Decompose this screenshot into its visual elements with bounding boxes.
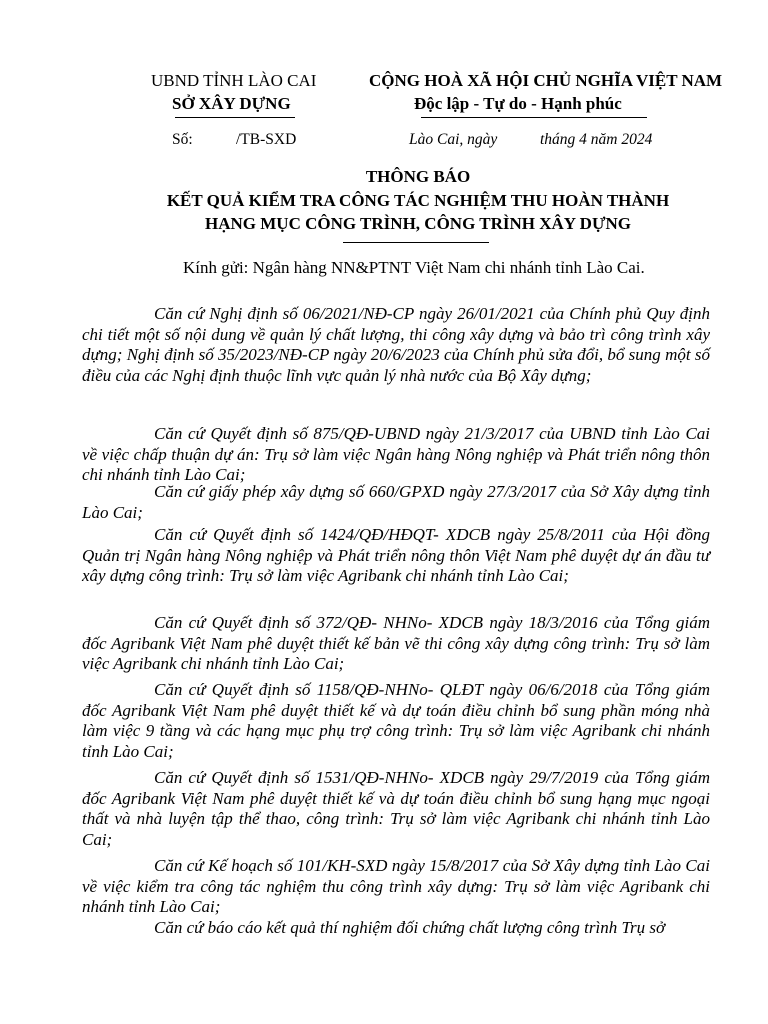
national-title: CỘNG HOÀ XÃ HỘI CHỦ NGHĨA VIỆT NAM [369,71,723,90]
date-month-year: tháng 4 năm 2024 [540,131,653,148]
legal-basis-paragraph: Căn cứ Quyết định số 1531/QĐ-NHNo- XDCB ngày 29/7/2019 của Tổng giám đốc Agribank Việt Nam phê duyệt thiết kế và dự toán điều chỉnh bổ sung hạng mục ngoại thất và nhà luyện tập thể thao, công trình: Trụ sở làm việc Agribank chi nhánh tỉnh Lào Cai; [82,768,710,849]
legal-basis-paragraph: Căn cứ Kế hoạch số 101/KH-SXD ngày 15/8/2017 của Sở Xây dựng tỉnh Lào Cai về việc kiểm tra công tác nghiệm thu công trình xây dựng: Trụ sở làm việc Agribank chi nhánh tỉnh Lào Cai; [82,856,710,917]
legal-basis-paragraph: Căn cứ Quyết định số 372/QĐ- NHNo- XDCB ngày 18/3/2016 của Tổng giám đốc Agribank Việt Nam phê duyệt thiết kế bản vẽ thi công xây dựng công trình: Trụ sở làm việc Agribank chi nhánh tỉnh Lào Cai; [82,613,710,674]
document-subject-line1: KẾT QUẢ KIỂM TRA CÔNG TÁC NGHIỆM THU HOÀN THÀNH [166,191,670,210]
document-type-title: THÔNG BÁO [365,167,471,186]
legal-basis-paragraph: Căn cứ Quyết định số 875/QĐ-UBND ngày 21/3/2017 của UBND tỉnh Lào Cai về việc chấp thuận dự án: Trụ sở làm việc Ngân hàng Nông nghiệp và Phát triển nông thôn chi nhánh tỉnh Lào Cai; [82,424,710,485]
legal-basis-paragraph: Căn cứ Nghị định số 06/2021/NĐ-CP ngày 26/01/2021 của Chính phủ Quy định chi tiết một số nội dung về quản lý chất lượng, thi công xây dựng và bảo trì công trình xây dựng; Nghị định số 35/2023/NĐ-CP ngày 20/6/2023 của Chính phủ sửa đổi, bổ sung một số điều của các Nghị định thuộc lĩnh vực quản lý nhà nước của Bộ Xây dựng; [82,304,710,385]
place-date: Lào Cai, ngày [409,131,498,148]
legal-basis-paragraph: Căn cứ báo cáo kết quả thí nghiệm đối chứng chất lượng công trình Trụ sở [154,918,666,937]
document-number-code: /TB-SXD [236,131,297,148]
legal-basis-paragraph: Căn cứ giấy phép xây dựng số 660/GPXD ngày 27/3/2017 của Sở Xây dựng tỉnh Lào Cai; [82,482,710,522]
national-motto: Độc lập - Tự do - Hạnh phúc [414,94,622,113]
agency-underline [175,117,295,118]
issuing-agency-parent: UBND TỈNH LÀO CAI [151,71,317,90]
recipient-line: Kính gửi: Ngân hàng NN&PTNT Việt Nam chi nhánh tỉnh Lào Cai. [183,258,645,277]
motto-underline [421,117,647,118]
legal-basis-paragraph: Căn cứ Quyết định số 1158/QĐ-NHNo- QLĐT ngày 06/6/2018 của Tổng giám đốc Agribank Việt Nam phê duyệt thiết kế và dự toán điều chỉnh bổ sung phần móng nhà làm việc 9 tầng và các hạng mục phụ trợ công trình: Trụ sở làm việc Agribank chi nhánh tỉnh Lào Cai; [82,680,710,761]
legal-basis-paragraph: Căn cứ Quyết định số 1424/QĐ/HĐQT- XDCB ngày 25/8/2011 của Hội đồng Quản trị Ngân hàng Nông nghiệp và Phát triển nông thôn Việt Nam phê duyệt dự án đầu tư xây dựng công trình: Trụ sở làm việc Agribank chi nhánh tỉnh Lào Cai; [82,525,710,586]
document-subject-line2: HẠNG MỤC CÔNG TRÌNH, CÔNG TRÌNH XÂY DỰNG [205,214,631,233]
document-number-label: Số: [172,131,193,148]
issuing-agency: SỞ XÂY DỰNG [172,94,291,113]
title-underline [343,242,489,243]
